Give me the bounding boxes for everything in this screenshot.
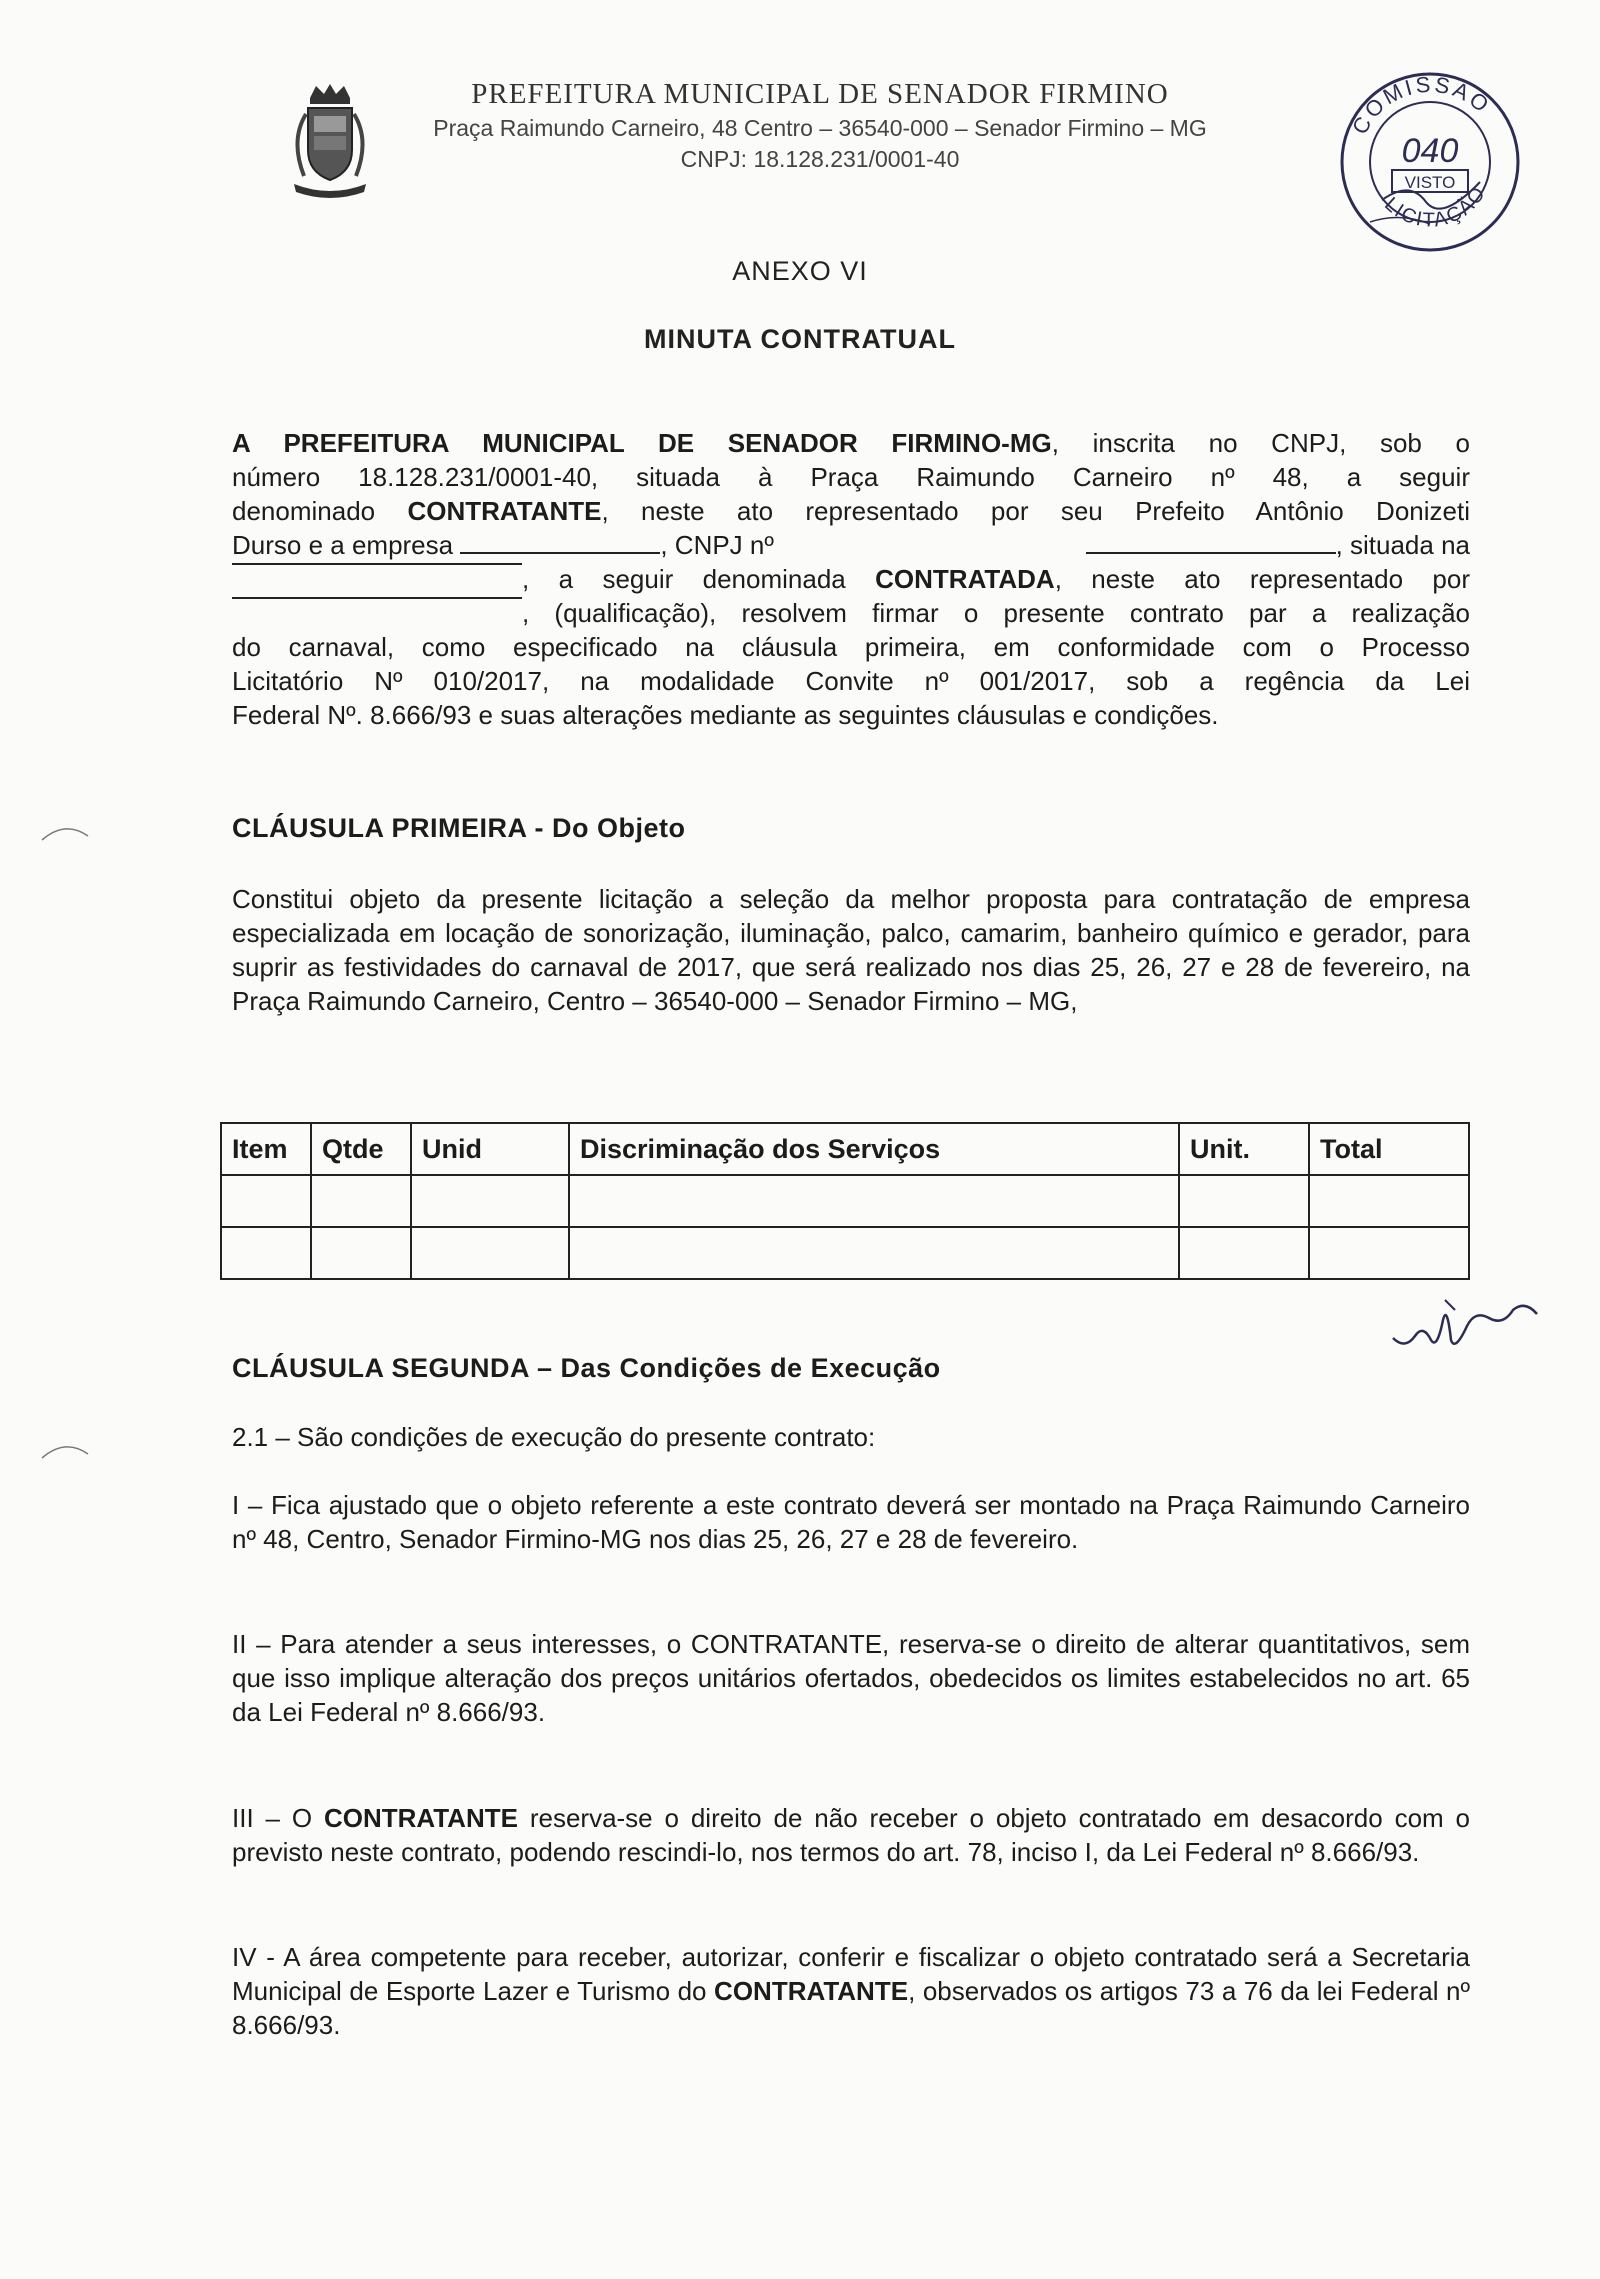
preamble-line bbox=[232, 494, 1470, 528]
clause-2-item-2: II – Para atender a seus interesses, o CONTRATANTE, reserva-se o direito de alterar quantitativos, sem que isso implique alteração dos preços unitários ofertados, obedecidos os limites estabelecidos no art. 65 da Lei Federal nº 8.666/93. bbox=[232, 1629, 1470, 1727]
clause-1-text: Constitui objeto da presente licitação a seleção da melhor proposta para contratação de empresa especializada em locação de sonorização, iluminação, palco, camarim, banheiro químico e gerador, para suprir as festividades do carnaval de 2017, que será realizado nos dias 25, 26, 27 e 28 de fevereiro, na Praça Raimundo Carneiro, Centro – 36540-000 – Senador Firmino – MG, bbox=[232, 884, 1470, 1016]
preamble-text: , neste ato representado por seu Prefeito Antônio Donizeti bbox=[601, 496, 1470, 526]
col-header-total: Total bbox=[1309, 1123, 1469, 1175]
hole-punch-mark-icon bbox=[40, 824, 90, 844]
stamp-number: 040 bbox=[1401, 132, 1459, 170]
items-table bbox=[220, 1122, 1470, 1280]
preamble-line: número 18.128.231/0001-40, situada à Praça Raimundo Carneiro nº 48, a seguir bbox=[232, 462, 1470, 492]
preamble-text: , inscrita no CNPJ, sob o bbox=[1051, 428, 1470, 458]
stamp-ring-top: COMISSÃO bbox=[1346, 71, 1496, 139]
clause-2-item-4 bbox=[232, 1940, 1470, 2042]
table-cell[interactable] bbox=[221, 1227, 311, 1279]
table-row bbox=[221, 1227, 1469, 1279]
table-cell[interactable] bbox=[221, 1175, 311, 1227]
clause-1-heading: CLÁUSULA PRIMEIRA - Do Objeto bbox=[232, 813, 686, 843]
clause-2-item-3 bbox=[232, 1801, 1470, 1869]
table-cell[interactable] bbox=[1179, 1227, 1309, 1279]
preamble-text: , (qualificação), resolvem firmar o presente contrato par a realização bbox=[522, 598, 1470, 628]
col-header-unid: Unid bbox=[411, 1123, 569, 1175]
stamp-ring-bottom: LICITAÇÃO bbox=[1380, 181, 1491, 232]
clause-text: IV - A área competente para receber, autorizar, conferir e fiscalizar o objeto contratado será a Secretaria Municipal de Esporte Lazer e Turismo do bbox=[232, 1942, 1470, 2006]
table-cell[interactable] bbox=[569, 1175, 1179, 1227]
blank-company-field[interactable] bbox=[460, 551, 660, 554]
svg-text:COMISSÃO bbox=[1347, 72, 1496, 139]
contratante-label: CONTRATANTE bbox=[323, 1803, 518, 1833]
preamble-text: , a seguir denominada bbox=[522, 564, 876, 594]
preamble-line bbox=[232, 426, 1470, 460]
table-row bbox=[221, 1175, 1469, 1227]
stamp-visto: VISTO bbox=[1404, 173, 1456, 192]
contratante-label: CONTRATANTE bbox=[407, 496, 602, 526]
commission-stamp-icon bbox=[1330, 62, 1530, 262]
signature-scribble-icon bbox=[1385, 1280, 1545, 1360]
preamble-text: denominado bbox=[232, 496, 408, 526]
table-cell[interactable] bbox=[411, 1175, 569, 1227]
preamble-line: Federal Nº. 8.666/93 e suas alterações mediante as seguintes cláusulas e condições. bbox=[232, 700, 1219, 730]
col-header-unit: Unit. bbox=[1179, 1123, 1309, 1175]
clause-2-item-1: I – Fica ajustado que o objeto referente a este contrato deverá ser montado na Praça Raimundo Carneiro nº 48, Centro, Senador Firmino-MG nos dias 25, 26, 27 e 28 de fevereiro. bbox=[232, 1490, 1470, 1554]
clause-2-heading: CLÁUSULA SEGUNDA – Das Condições de Execução bbox=[232, 1353, 941, 1383]
clause-text: III – O bbox=[232, 1803, 324, 1833]
letterhead bbox=[400, 78, 1240, 173]
preamble bbox=[232, 426, 1470, 732]
contractor-name: A PREFEITURA MUNICIPAL DE SENADOR FIRMINO-MG bbox=[232, 428, 1052, 458]
blank-representative-field[interactable] bbox=[232, 596, 522, 599]
clause-text: , observados os artigos 73 a 76 da lei Federal nº 8.666/93. bbox=[232, 1976, 1470, 2040]
preamble-line bbox=[232, 596, 1470, 630]
preamble-text: , neste ato representado por bbox=[1054, 564, 1470, 594]
contratante-label: CONTRATANTE bbox=[714, 1976, 909, 2006]
col-header-item: Item bbox=[221, 1123, 311, 1175]
hole-punch-mark-icon bbox=[40, 1442, 90, 1462]
preamble-text: , CNPJ nº bbox=[660, 530, 774, 560]
letterhead-address: Praça Raimundo Carneiro, 48 Centro – 36540-000 – Senador Firmino – MG bbox=[433, 115, 1207, 141]
annex-title: ANEXO VI bbox=[732, 256, 868, 286]
clause-text: reserva-se o direito de não receber o objeto contratado em desacordo com o previsto neste contrato, podendo rescindi-lo, nos termos do art. 78, inciso I, da Lei Federal nº 8.666/93. bbox=[232, 1803, 1471, 1867]
table-cell[interactable] bbox=[1179, 1175, 1309, 1227]
table-cell[interactable] bbox=[311, 1227, 411, 1279]
document-title: MINUTA CONTRATUAL bbox=[644, 324, 956, 354]
municipal-crest-icon bbox=[280, 80, 380, 200]
preamble-text: , situada na bbox=[1335, 530, 1470, 560]
col-header-qtde: Qtde bbox=[311, 1123, 411, 1175]
clause-2-intro: 2.1 – São condições de execução do presente contrato: bbox=[232, 1422, 876, 1452]
table-cell[interactable] bbox=[1309, 1175, 1469, 1227]
col-header-discriminacao: Discriminação dos Serviços bbox=[569, 1123, 1179, 1175]
preamble-text: Durso e a empresa bbox=[232, 530, 454, 560]
letterhead-title: PREFEITURA MUNICIPAL DE SENADOR FIRMINO bbox=[471, 78, 1169, 110]
table-cell[interactable] bbox=[1309, 1227, 1469, 1279]
blank-cnpj-field[interactable] bbox=[1086, 551, 1336, 554]
table-cell[interactable] bbox=[411, 1227, 569, 1279]
table-cell[interactable] bbox=[311, 1175, 411, 1227]
preamble-line: do carnaval, como especificado na cláusula primeira, em conformidade com o Processo bbox=[232, 632, 1470, 662]
preamble-line bbox=[232, 562, 1470, 596]
contratada-label: CONTRATADA bbox=[875, 564, 1055, 594]
preamble-line: Licitatório Nº 010/2017, na modalidade Convite nº 001/2017, sob a regência da Lei bbox=[232, 666, 1470, 696]
table-header-row bbox=[221, 1123, 1469, 1175]
letterhead-cnpj: CNPJ: 18.128.231/0001-40 bbox=[680, 146, 960, 172]
blank-address-field[interactable] bbox=[232, 562, 522, 565]
preamble-line bbox=[232, 528, 1470, 562]
table-cell[interactable] bbox=[569, 1227, 1179, 1279]
